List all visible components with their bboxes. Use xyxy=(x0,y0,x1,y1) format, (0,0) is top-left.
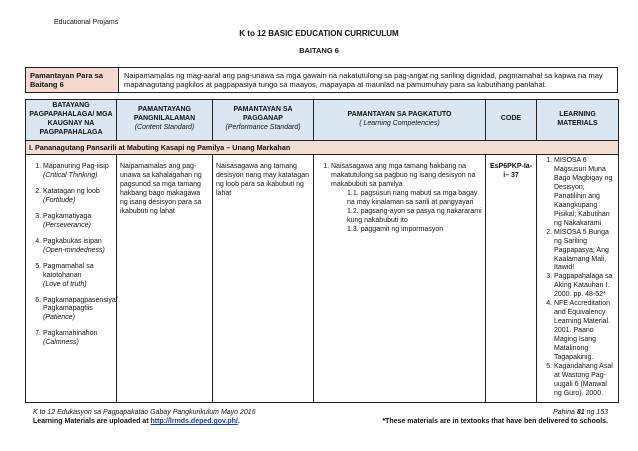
lrmds-link[interactable]: http://lrmds.deped.gov.ph/ xyxy=(150,418,238,426)
list-item: 1. MISOSA 6 Magsusuri Muna Bago Magbigay ng Desisyon; Panatilihin ang Kaangkupang Pisikal; Kabutihan ng Nakakarami xyxy=(554,157,615,229)
list-item: 5. Pagmamahal sa katotohanan (Love of truth) xyxy=(43,263,113,290)
competency-subitems xyxy=(331,190,482,235)
list-item xyxy=(331,163,482,235)
learning-materials-cell xyxy=(537,155,619,403)
list-item: 1.1. pagsusuri nang mabuti sa mga bagay na may kinalaman sa sarili at pangyayari xyxy=(347,189,478,206)
list-item: 5. Kagandahang Asal at Wastong Pag-uugali 6 (Manwal ng Guro). 2000. xyxy=(554,363,615,399)
grade-standard-text: Naipamamalas ng mag-aaral ang pag-unawa sa mga gawain na nakatutulong sa pag-angat ng sariling dignidad, pagmamahal sa kapwa na may mapanagutang pagkilos at pagpapasiya tungo sa maayos, mapayapa at maunlad na pamumuhay para sa kabutihang panlahat. xyxy=(124,71,603,89)
header-performance-standard-main: PAMANTAYAN SA PAGGANAP xyxy=(233,106,293,123)
header-note: Educational Projams xyxy=(54,19,119,26)
page-number: Pahina 81 ng 153 xyxy=(553,409,608,416)
header-learning-competencies-sub: ( Learning Competencies) xyxy=(359,119,440,127)
list-item: 1.3. paggamit ng impormasyon xyxy=(347,225,444,233)
core-values-cell xyxy=(26,155,117,403)
grade-level: BAITANG 6 xyxy=(299,46,339,55)
content-standard-text: Naipamamalas ang pag-unawa sa kahalagahan ng pagsunod sa mga tamang hakbang bago makagawa ng isang desisyon para sa ikabubuti ng lahat xyxy=(120,163,202,215)
grade-standard-box xyxy=(25,67,618,93)
performance-standard-cell xyxy=(213,155,314,403)
header-performance-standard xyxy=(213,100,314,141)
section-title: I. Pananagutang Pansarili at Mabuting Kasapi ng Pamilya – Unang Markahan xyxy=(26,140,619,154)
document-title: K to 12 BASIC EDUCATION CURRICULUM xyxy=(239,29,399,38)
header-learning-competencies-main: PAMANTAYAN SA PAGKATUTO xyxy=(347,110,452,118)
footer-uploads-note: Learning Materials are uploaded at http://lrmds.deped.gov.ph/. xyxy=(33,418,240,426)
section-row xyxy=(26,140,619,154)
table-row xyxy=(26,155,619,403)
list-item: 4. Pagkabukas isipan (Open-mindedness) xyxy=(43,238,113,256)
curriculum-table xyxy=(25,99,619,403)
list-item: 6. Pagkamapagpasensiya/ Pagkamapagtiis (Patience) xyxy=(43,297,113,324)
learning-competencies-cell xyxy=(314,155,486,403)
competency-main: Naisasagawa ang mga tamang hakbang na makatutulong sa pagbuo ng isang desisyon na makabubuti sa pamilya xyxy=(331,163,476,188)
list-item: 7. Pagkamahinahon (Calmness) xyxy=(43,330,113,348)
list-item: 3. Pagpapahalaga sa Aking Katauhan I. 2000. pp. 48-52* xyxy=(554,273,615,300)
footer-curriculum-guide: K to 12 Edukasyon sa Pagpapakatao Gabay Pangkurikulum Mayo 2016 xyxy=(33,409,256,416)
grade-standard-label: Pamantayan Para sa Baitang 6 xyxy=(26,68,119,92)
performance-standard-text: Naisasagawa ang tamang desisyon nang may katatagan ng loob para sa ikabubuti ng lahat xyxy=(216,163,310,197)
list-item: 3. Pagkamatiyaga (Perseverance) xyxy=(43,213,113,231)
header-content-standard-sub: (Content Standard) xyxy=(134,124,195,132)
table-header-row xyxy=(26,100,619,141)
list-item: 1. Mapanuring Pag-iisip (Critical Thinking) xyxy=(43,163,113,181)
list-item: 2. MISOSA 5 Bunga ng Sariling Pagpapasya; Ang Kaalamang Mali, Itawid! xyxy=(554,229,615,274)
list-item: 2. Katatagan ng loob (Fortitude) xyxy=(43,188,113,206)
footer-left xyxy=(33,408,256,426)
code-cell xyxy=(486,155,537,403)
list-item: 1.2. pagsang-ayon sa pasya ng nakararami kung nakabubuti ito xyxy=(347,207,482,224)
footer-textbook-note: *These materials are in textooks that have ben delivered to schools. xyxy=(382,418,608,426)
header-code: CODE xyxy=(486,100,537,141)
footer-right xyxy=(382,408,608,426)
header-content-standard xyxy=(117,100,213,141)
header-core-values: BATAYANG PAGPAPAHALAGA/ MGA KAUGNAY NA PAGPAPAHALAGA xyxy=(26,100,117,141)
competency-code: EsP6PKP-Ia-i– 37 xyxy=(489,163,533,179)
content-standard-cell xyxy=(117,155,213,403)
header-content-standard-main: PAMANTAYANG PANGNILALAMAN xyxy=(133,106,196,123)
header-performance-standard-sub: (Performance Standard) xyxy=(225,124,301,132)
header-learning-materials: LEARNING MATERIALS xyxy=(537,100,619,141)
header-learning-competencies xyxy=(314,100,486,141)
list-item: 4. NFE Accreditation and Equivalency Learning Material. 2001. Paano Maging Isang Matalinong Tagapakinig. xyxy=(554,300,615,363)
